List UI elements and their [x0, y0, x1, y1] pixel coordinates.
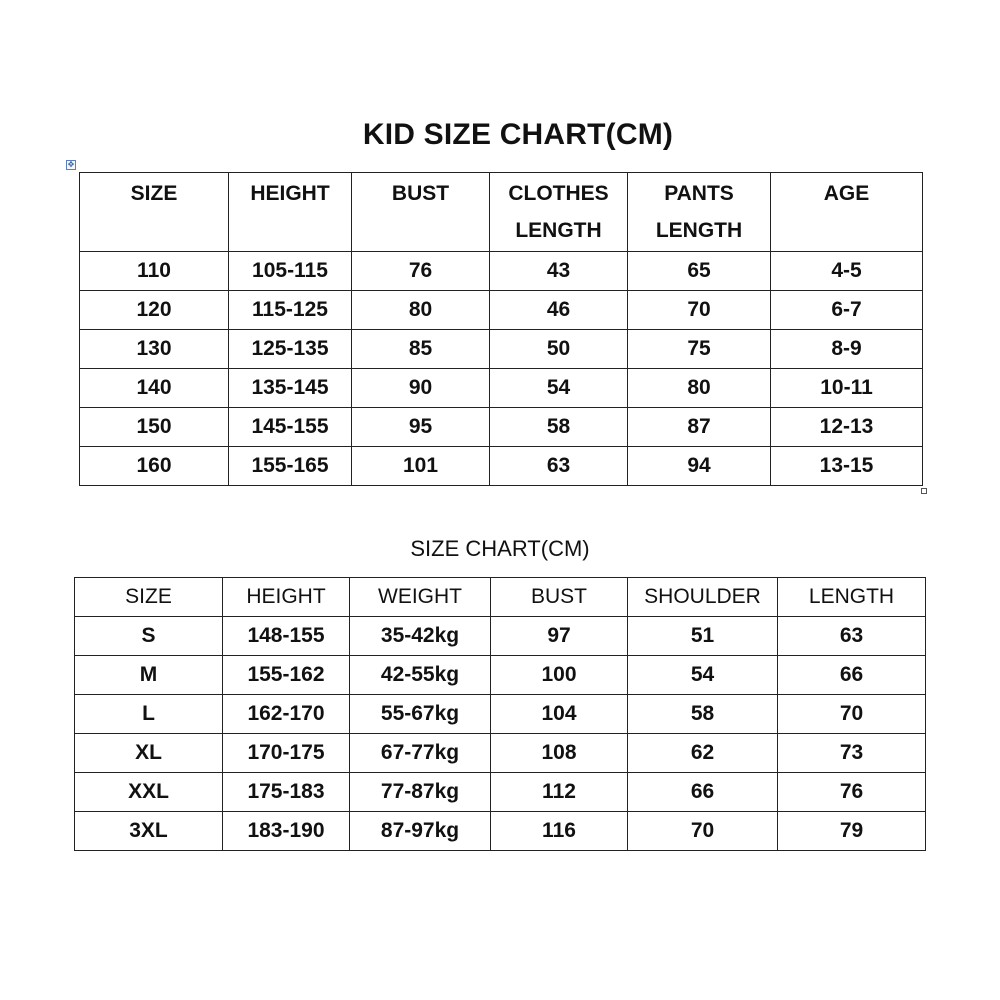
adult-size-table — [74, 577, 926, 851]
table-cell: 75 — [628, 330, 771, 369]
kid-header-clothes-length: CLOTHES LENGTH — [490, 173, 628, 252]
table-cell: 54 — [490, 369, 628, 408]
table-row — [80, 330, 923, 369]
table-cell: 3XL — [75, 812, 223, 851]
table-cell: 63 — [490, 447, 628, 486]
table-cell: 50 — [490, 330, 628, 369]
table-cell: L — [75, 695, 223, 734]
table-cell: 79 — [778, 812, 926, 851]
table-cell: 4-5 — [771, 252, 923, 291]
adult-header-length: LENGTH — [778, 578, 926, 617]
adult-chart-title: SIZE CHART(CM) — [410, 536, 590, 561]
table-cell: 135-145 — [229, 369, 352, 408]
table-cell: 108 — [491, 734, 628, 773]
table-row — [80, 252, 923, 291]
table-cell: XXL — [75, 773, 223, 812]
table-row — [75, 695, 926, 734]
table-cell: 150 — [80, 408, 229, 447]
table-cell: 76 — [778, 773, 926, 812]
table-cell: 105-115 — [229, 252, 352, 291]
kid-header-size: SIZE — [80, 173, 229, 252]
adult-header-shoulder: SHOULDER — [628, 578, 778, 617]
table-cell: 125-135 — [229, 330, 352, 369]
table-row — [80, 447, 923, 486]
kid-size-table — [79, 172, 923, 486]
adult-header-size: SIZE — [75, 578, 223, 617]
table-cell: 70 — [628, 291, 771, 330]
table-row — [75, 656, 926, 695]
table-cell: 80 — [352, 291, 490, 330]
table-cell: 160 — [80, 447, 229, 486]
table-cell: 62 — [628, 734, 778, 773]
adult-header-weight: WEIGHT — [350, 578, 491, 617]
kid-header-row — [80, 173, 923, 252]
table-cell: M — [75, 656, 223, 695]
table-move-handle-icon[interactable]: ✥ — [67, 160, 75, 169]
table-cell: 66 — [778, 656, 926, 695]
table-cell: 112 — [491, 773, 628, 812]
table-row — [80, 369, 923, 408]
table-cell: 183-190 — [223, 812, 350, 851]
table-cell: 87-97kg — [350, 812, 491, 851]
table-row — [80, 291, 923, 330]
table-cell: 85 — [352, 330, 490, 369]
table-cell: 67-77kg — [350, 734, 491, 773]
table-cell: 77-87kg — [350, 773, 491, 812]
adult-header-bust: BUST — [491, 578, 628, 617]
table-cell: 73 — [778, 734, 926, 773]
table-cell: XL — [75, 734, 223, 773]
table-cell: 90 — [352, 369, 490, 408]
table-cell: 100 — [491, 656, 628, 695]
table-cell: S — [75, 617, 223, 656]
table-cell: 76 — [352, 252, 490, 291]
table-cell: 101 — [352, 447, 490, 486]
table-cell: 70 — [628, 812, 778, 851]
table-cell: 110 — [80, 252, 229, 291]
table-cell: 175-183 — [223, 773, 350, 812]
table-cell: 58 — [490, 408, 628, 447]
table-row — [80, 408, 923, 447]
table-cell: 66 — [628, 773, 778, 812]
table-cell: 94 — [628, 447, 771, 486]
table-cell: 155-162 — [223, 656, 350, 695]
kid-header-bust: BUST — [352, 173, 490, 252]
table-cell: 148-155 — [223, 617, 350, 656]
kid-header-pants-length: PANTS LENGTH — [628, 173, 771, 252]
table-cell: 104 — [491, 695, 628, 734]
table-cell: 155-165 — [229, 447, 352, 486]
table-cell: 162-170 — [223, 695, 350, 734]
table-cell: 145-155 — [229, 408, 352, 447]
table-row — [75, 617, 926, 656]
table-cell: 10-11 — [771, 369, 923, 408]
table-cell: 55-67kg — [350, 695, 491, 734]
table-cell: 140 — [80, 369, 229, 408]
table-cell: 116 — [491, 812, 628, 851]
table-cell: 51 — [628, 617, 778, 656]
table-resize-handle-icon[interactable] — [921, 488, 927, 494]
table-cell: 95 — [352, 408, 490, 447]
table-cell: 35-42kg — [350, 617, 491, 656]
adult-header-row — [75, 578, 926, 617]
table-cell: 70 — [778, 695, 926, 734]
table-cell: 58 — [628, 695, 778, 734]
table-cell: 170-175 — [223, 734, 350, 773]
table-cell: 97 — [491, 617, 628, 656]
table-row — [75, 812, 926, 851]
table-cell: 63 — [778, 617, 926, 656]
table-cell: 43 — [490, 252, 628, 291]
table-cell: 6-7 — [771, 291, 923, 330]
table-cell: 12-13 — [771, 408, 923, 447]
adult-header-height: HEIGHT — [223, 578, 350, 617]
table-row — [75, 734, 926, 773]
table-cell: 42-55kg — [350, 656, 491, 695]
kid-chart-title: KID SIZE CHART(CM) — [362, 118, 674, 151]
table-cell: 115-125 — [229, 291, 352, 330]
table-cell: 87 — [628, 408, 771, 447]
table-cell: 13-15 — [771, 447, 923, 486]
table-cell: 46 — [490, 291, 628, 330]
table-cell: 130 — [80, 330, 229, 369]
table-cell: 65 — [628, 252, 771, 291]
table-cell: 8-9 — [771, 330, 923, 369]
table-cell: 54 — [628, 656, 778, 695]
table-cell: 80 — [628, 369, 771, 408]
kid-header-age: AGE — [771, 173, 923, 252]
table-row — [75, 773, 926, 812]
table-cell: 120 — [80, 291, 229, 330]
kid-header-height: HEIGHT — [229, 173, 352, 252]
